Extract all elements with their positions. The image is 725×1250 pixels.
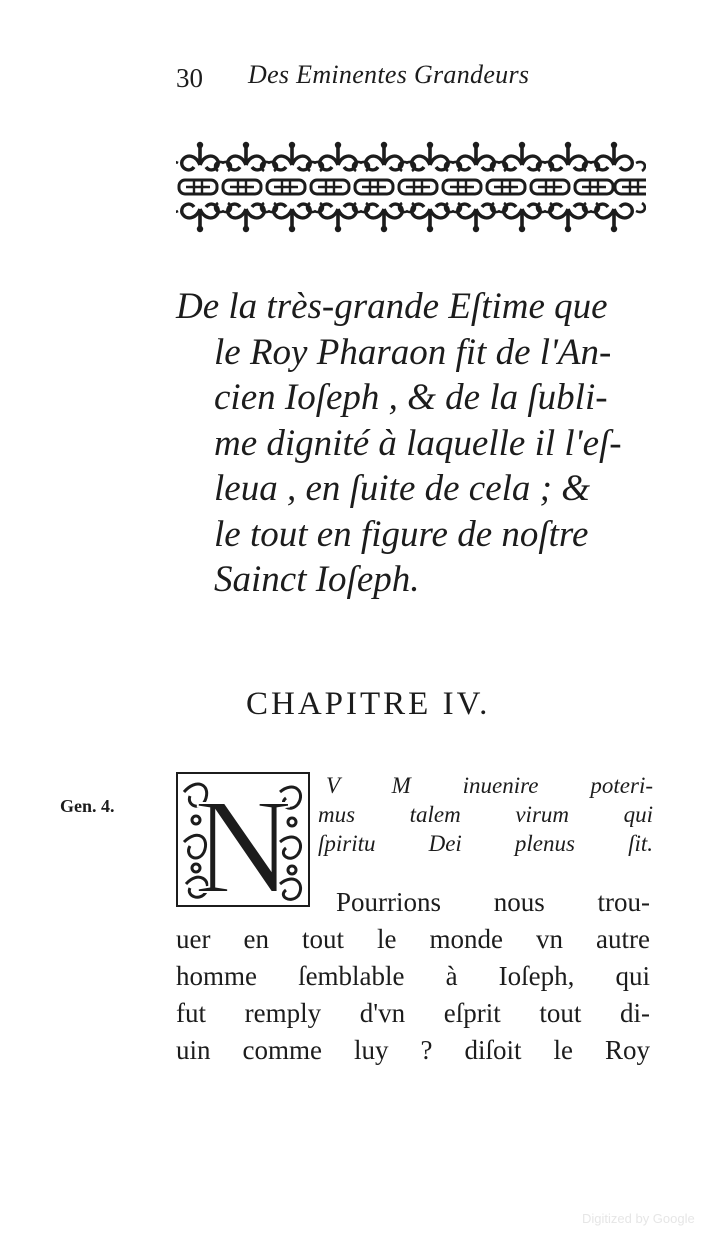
body-line: Pourrions nous trou-: [336, 887, 650, 917]
body-line: uin comme luy ? diſoit le Roy: [176, 1035, 650, 1065]
chapter-heading-line: me dignité à laquelle il l'eſ-: [214, 422, 622, 464]
body-line: fut remply d'vn eſprit tout di-: [176, 998, 650, 1028]
chapter-heading-line: De la très-grande Eſtime que: [176, 286, 608, 327]
ornament-bottom-row: [176, 203, 645, 232]
drop-cap-letter: N: [193, 772, 293, 907]
chapter-heading-line: leua , en ſuite de cela ; &: [214, 468, 591, 509]
page-number: 30: [176, 63, 203, 93]
watermark: Digitized by Google: [582, 1211, 695, 1226]
margin-note: Gen. 4.: [60, 796, 115, 816]
running-title: Des Eminentes Grandeurs: [248, 60, 530, 89]
chapter-title: CHAPITRE IV.: [246, 686, 491, 722]
chapter-heading-line: Sainct Ioſeph.: [214, 559, 420, 600]
ornament-middle-row: [179, 180, 646, 194]
fleuron-ornament-band: [176, 133, 646, 239]
ornament-top-row: [176, 142, 645, 171]
latin-quote-line: ſpiritu Dei plenus ſit.: [318, 831, 653, 856]
body-paragraph: [176, 884, 650, 1069]
latin-quote: [318, 771, 653, 858]
chapter-heading-line: le Roy Pharaon fit de l'An-: [214, 331, 612, 373]
latin-quote-line: V M inuenire poteri-: [326, 773, 653, 798]
chapter-heading-line: cien Ioſeph , & de la ſubli-: [214, 377, 608, 418]
chapter-heading: [176, 284, 656, 603]
chapter-heading-line: le tout en figure de noſtre: [214, 513, 589, 555]
body-line: homme ſemblable à Ioſeph, qui: [176, 961, 650, 991]
latin-quote-line: mus talem virum qui: [318, 802, 653, 827]
body-line: uer en tout le monde vn autre: [176, 924, 650, 954]
